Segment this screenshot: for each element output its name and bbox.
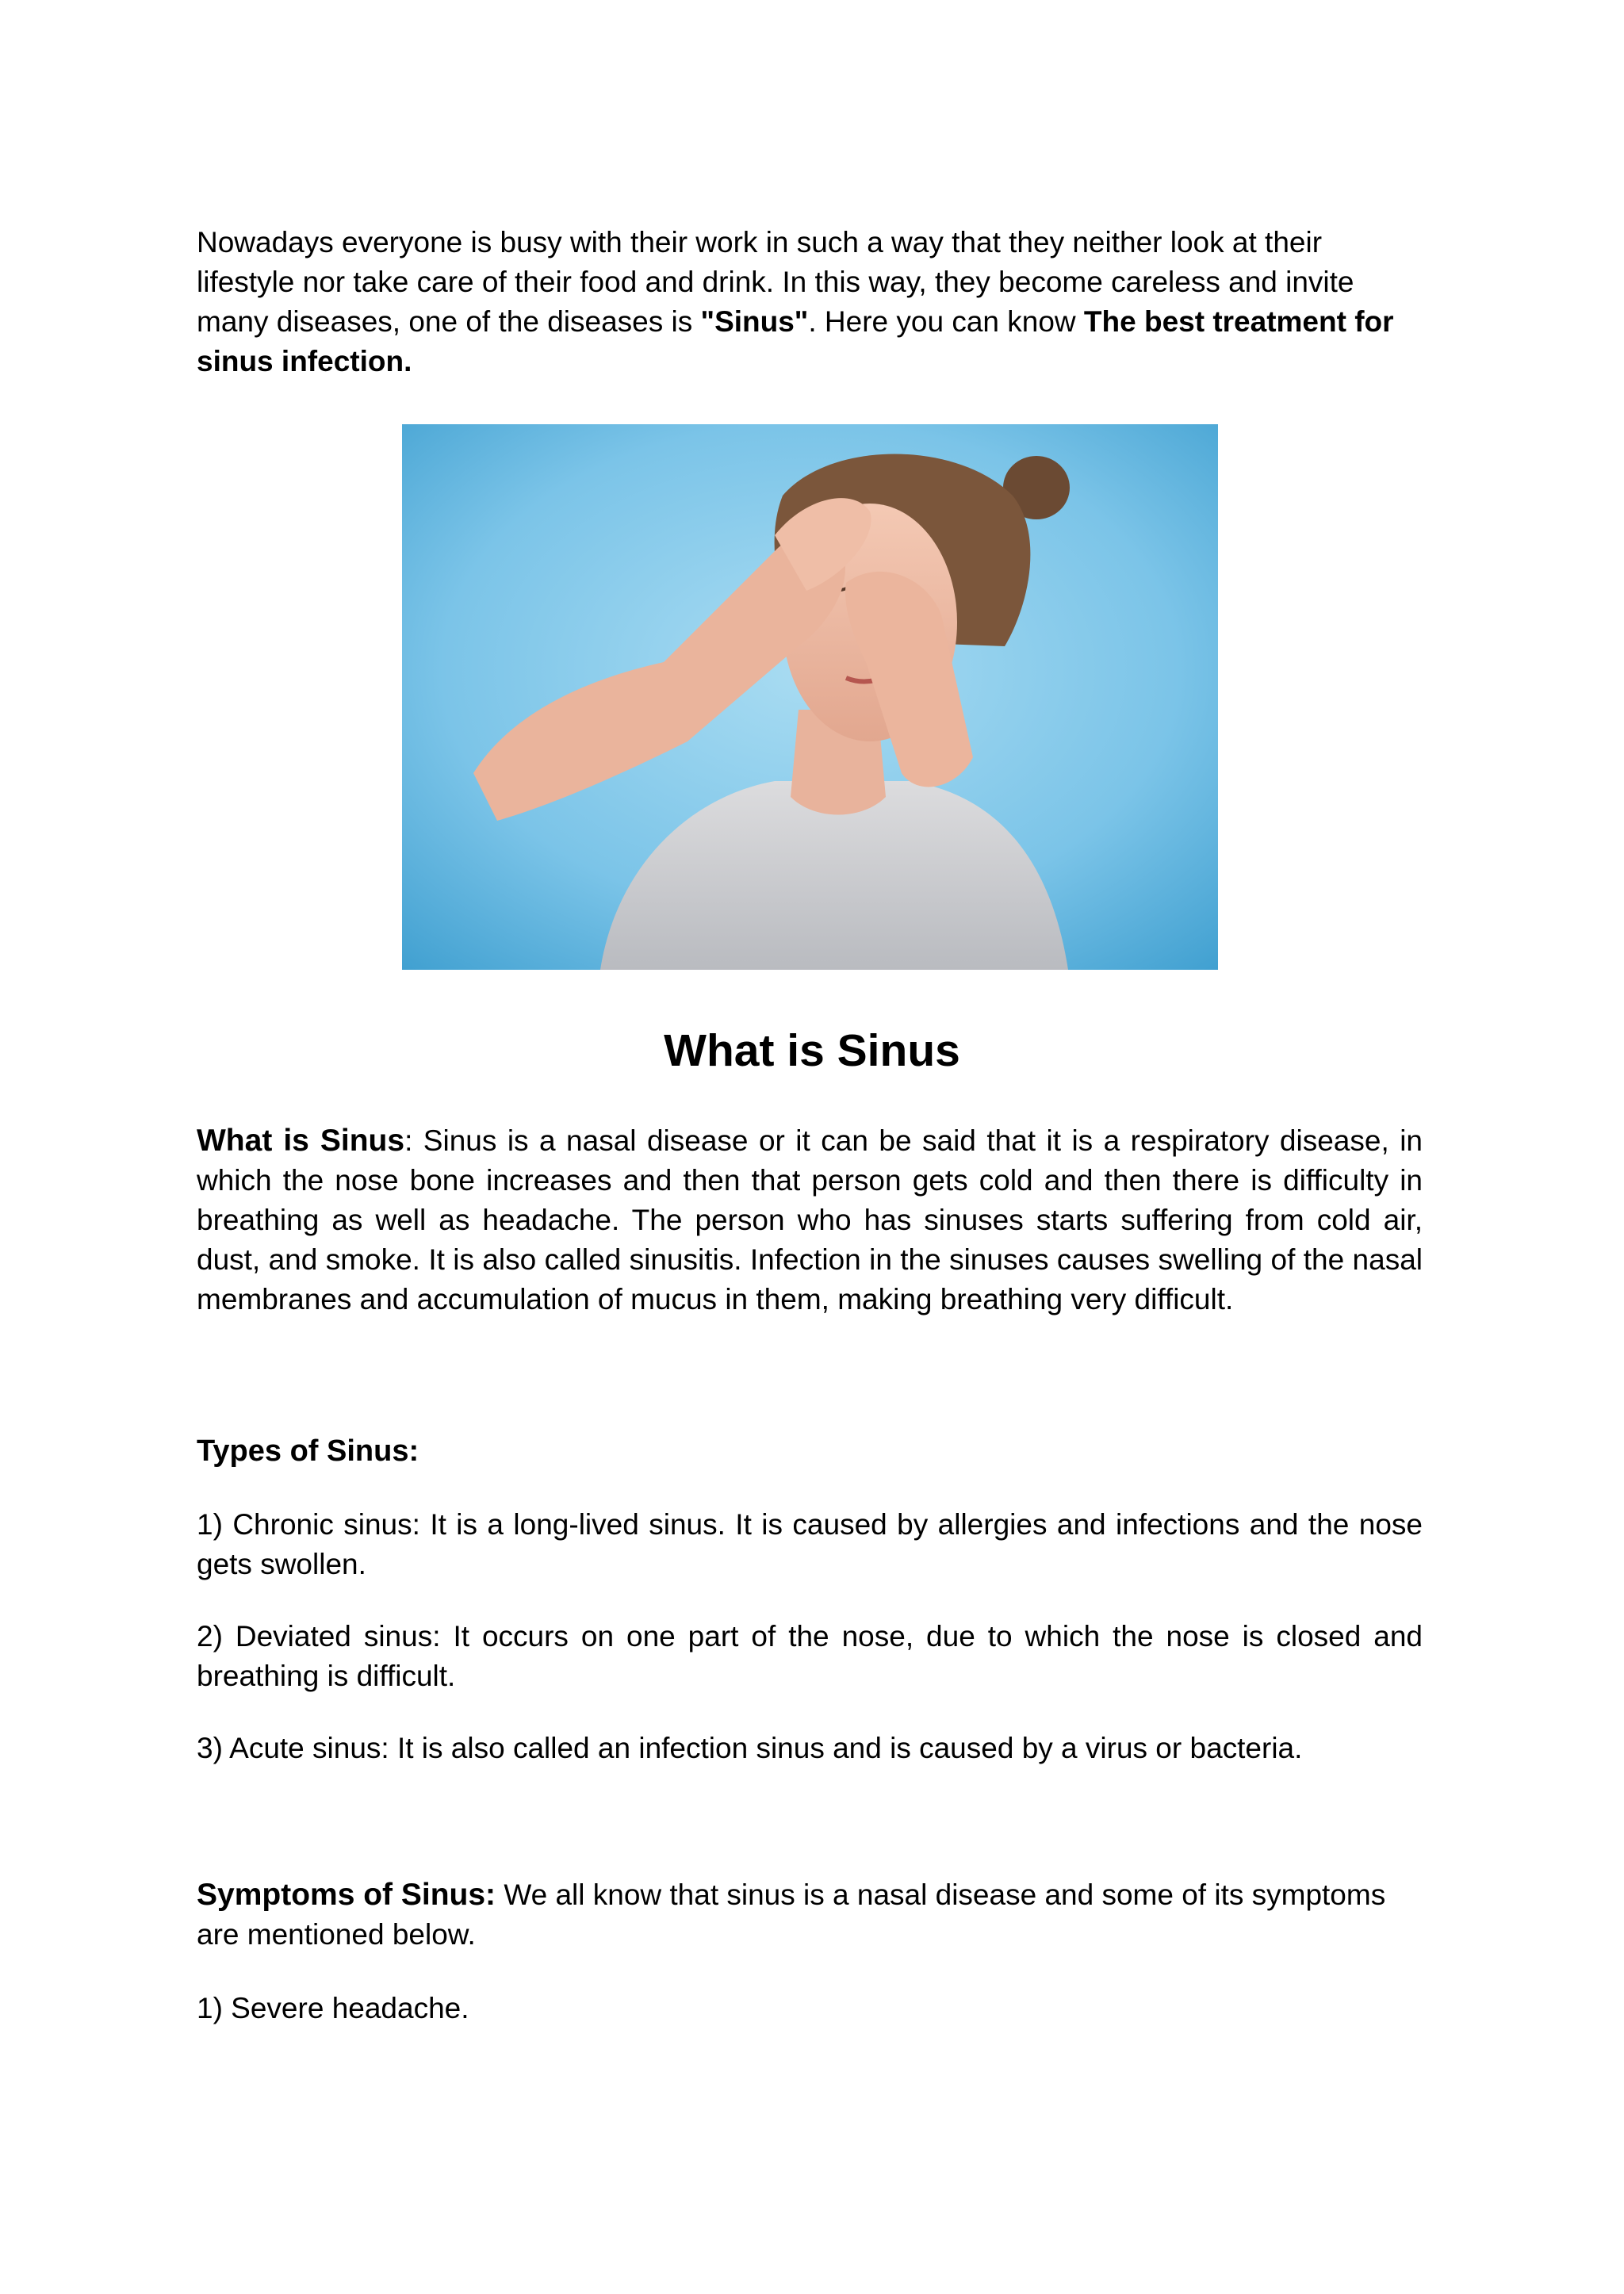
intro-text: Nowadays everyone is busy with their work in such a way that they neither look at their lifestyle nor take care of their food and drink. In this way, they become careless and invite many diseases, one of the diseases is xyxy=(197,226,1354,338)
sinus-photo xyxy=(402,424,1218,970)
symptoms-text: We all know that sinus is a nasal disease and some of its symptoms are mentioned below. xyxy=(197,1878,1386,1951)
symptoms-list-item xyxy=(197,1989,1423,2028)
types-list-item xyxy=(197,1505,1423,1584)
intro-text-2: . Here you can know xyxy=(808,305,1084,338)
intro-block xyxy=(197,223,1423,381)
types-list-item xyxy=(197,1729,1423,1768)
what-is-lead: What is Sinus xyxy=(197,1124,405,1158)
symptoms-section xyxy=(197,1875,1423,1955)
what-is-paragraph xyxy=(197,1121,1423,1319)
what-is-text: : Sinus is a nasal disease or it can be said that it is a respiratory disease, in which the nose bone increases and then that person gets cold and then there is difficulty in breathing as well as headache. The person who has sinuses starts suffering from cold air, dust, and smoke. It is also called sinusitis. Infection in the sinuses causes swelling of the nasal membranes and accumulation of mucus in them, making breathing very difficult. xyxy=(197,1124,1423,1316)
types-heading: Types of Sinus: xyxy=(197,1434,419,1468)
intro-bold-sinus: "Sinus" xyxy=(700,305,809,338)
type-item-3: 3) Acute sinus: It is also called an infection sinus and is caused by a virus or bacteria. xyxy=(197,1732,1303,1764)
symptoms-paragraph xyxy=(197,1875,1423,1955)
intro-paragraph xyxy=(197,223,1423,381)
symptom-item-1: 1) Severe headache. xyxy=(197,1992,469,2024)
what-is-sinus-section xyxy=(197,1121,1423,1319)
symptoms-lead: Symptoms of Sinus: xyxy=(197,1878,496,1912)
types-list-item xyxy=(197,1617,1423,1696)
intro-bold-treatment: The best treatment for sinus infection. xyxy=(197,305,1394,377)
type-item-1: 1) Chronic sinus: It is a long-lived sinus. It is caused by allergies and infections and the nose gets swollen. xyxy=(197,1508,1423,1580)
type-item-2: 2) Deviated sinus: It occurs on one part of the nose, due to which the nose is closed and breathing is difficult. xyxy=(197,1620,1423,1692)
page-heading: What is Sinus xyxy=(664,1025,960,1076)
sinus-photo-illustration xyxy=(402,424,1218,970)
